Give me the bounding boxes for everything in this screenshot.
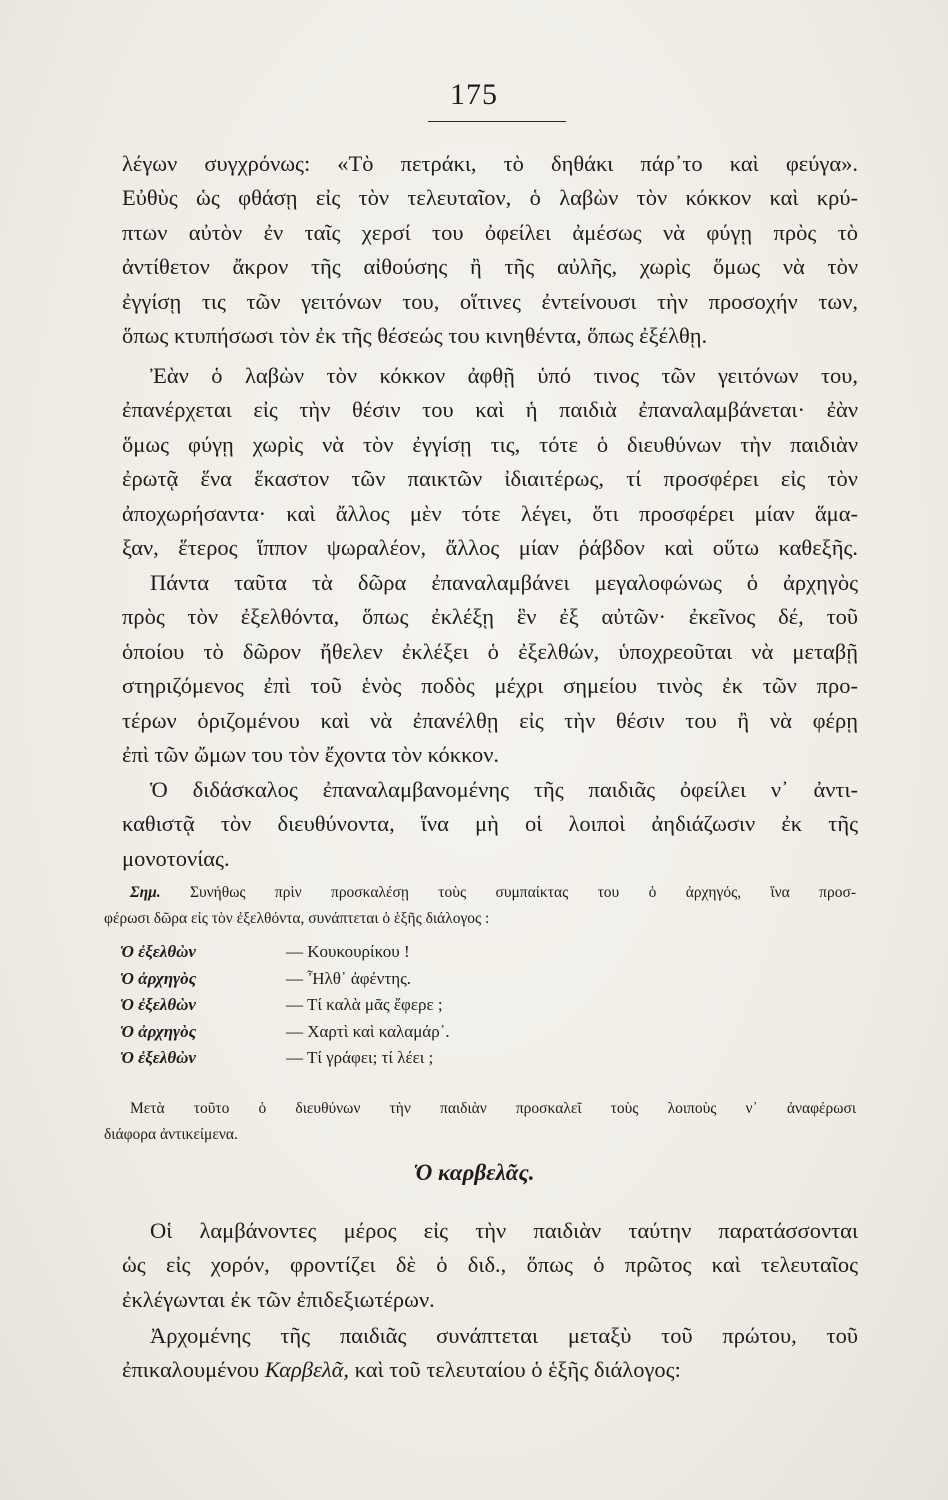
text-line: ἐγγίσῃ τις τῶν γειτόνων του, οἵτινες ἐντείνουσι τὴν προσοχήν των,: [122, 288, 858, 314]
text-line: ξαν, ἕτερος ἵππον ψωραλέον, ἄλλος μίαν ῥάβδον καὶ οὕτω καθεξῆς.: [122, 534, 858, 560]
body-paragraph-1: [122, 147, 858, 353]
text-line: μονοτονίας.: [122, 845, 230, 871]
note-line: διάφορα ἀντικείμενα.: [104, 1126, 238, 1143]
note-label: Σημ.: [130, 884, 161, 901]
text-line: ἀντίθετον ἄκρον τῆς αἰθούσης ἢ τῆς αὐλῆς, χωρὶς ὅμως νὰ τὸν: [122, 254, 858, 280]
text-fragment: ἐπικαλουμένου: [122, 1357, 265, 1383]
dialogue-speaker: Ὁ ἐξελθὼν: [120, 942, 196, 961]
dialogue-reply: — Ἦλθ᾽ ἀφέντης.: [286, 968, 412, 988]
text-line: Ὁ διδάσκαλος ἐπαναλαμβανομένης τῆς παιδιᾶς ὀφείλει ν᾽ ἀντι-: [150, 777, 858, 802]
text-line: πρὸς τὸν ἐξελθόντα, ὅπως ἐκλέξῃ ἓν ἐξ αὐτῶν· ἐκεῖνος δέ, τοῦ: [122, 604, 858, 630]
dialogue-row: [120, 995, 620, 1022]
text-line: λέγων συγχρόνως: «Τὸ πετράκι, τὸ δηθάκι πάρ᾽το καὶ φεύγα».: [122, 151, 858, 176]
text-line: ὅμως φύγῃ χωρὶς νὰ τὸν ἐγγίσῃ τις, τότε ὁ διευθύνων τὴν παιδιὰν: [122, 431, 858, 457]
text-line: ὅπως κτυπήσωσι τὸν ἐκ τῆς θέσεώς του κινηθέντα, ὅπως ἐξέλθῃ.: [122, 322, 708, 348]
text-line: καθιστᾷ τὸν διευθύνοντα, ἵνα μὴ οἱ λοιποὶ ἀηδιάζωσιν ἐκ τῆς: [122, 811, 858, 837]
note-line: φέρωσι δῶρα εἰς τὸν ἐξελθόντα, συνάπτεται ὁ ἑξῆς διάλογος :: [104, 910, 490, 927]
dialogue-speaker: Ὁ ἐξελθὼν: [120, 1048, 196, 1067]
name-karvelas: Καρβελᾶ,: [264, 1357, 350, 1383]
text-line: Εὐθὺς ὡς φθάσῃ εἰς τὸν τελευταῖον, ὁ λαβὼν τὸν κόκκον καὶ κρύ-: [122, 185, 858, 211]
text-line: τέρων ὁριζομένου καὶ νὰ ἐπανέλθῃ εἰς τὴν θέσιν του ἢ νὰ φέρῃ: [122, 707, 858, 733]
text-line: ἀποχωρήσαντα· καὶ ἄλλος μὲν τότε λέγει, ὅτι προσφέρει μίαν ἅμα-: [122, 500, 858, 526]
body-paragraph-2: [122, 359, 858, 565]
text-line: Ἐὰν ὁ λαβὼν τὸν κόκκον ἀφθῇ ὑπό τινος τῶν γειτόνων του,: [150, 363, 858, 388]
dialogue-reply: — Τί γράφει; τί λέει ;: [286, 1048, 434, 1067]
text-line: πτων αὐτὸν ἐν ταῖς χερσί του ὀφείλει ἀμέσως νὰ φύγῃ πρὸς τὸ: [122, 219, 858, 245]
dialogue-row: [120, 1022, 620, 1049]
text-line: στηριζόμενος ἐπὶ τοῦ ἑνὸς ποδὸς μέχρι σημείου τινὸς ἐκ τῶν προ-: [122, 673, 858, 699]
dialogue-speaker: Ὁ ἀρχηγὸς: [120, 968, 197, 988]
text-line: [122, 1353, 858, 1387]
dialogue-speaker: Ὁ ἀρχηγὸς: [120, 1021, 197, 1041]
note-line: [104, 880, 856, 906]
dialogue-reply: — Κουκουρίκου !: [286, 942, 410, 961]
dialogue-row: [120, 969, 620, 996]
header-rule: [428, 121, 566, 122]
body-paragraph-5: [122, 1214, 858, 1317]
text-fragment: καὶ τοῦ τελευταίου ὁ ἑξῆς διάλογος:: [349, 1357, 681, 1383]
body-paragraph-3: [122, 566, 858, 772]
page-number: 175: [450, 78, 498, 111]
body-paragraph-6: [122, 1319, 858, 1388]
note-line: Μετὰ τοῦτο ὁ διευθύνων τὴν παιδιὰν προσκαλεῖ τοὺς λοιποὺς ν᾽ ἀναφέρωσι: [130, 1100, 856, 1117]
section-heading: Ὁ καρβελᾶς.: [413, 1160, 535, 1185]
body-paragraph-4: [122, 773, 858, 876]
text-line: Πάντα ταῦτα τὰ δῶρα ἐπαναλαμβάνει μεγαλοφώνως ὁ ἀρχηγὸς: [150, 570, 858, 595]
text-line: ἐκλέγωνται ἐκ τῶν ἐπιδεξιωτέρων.: [122, 1286, 435, 1312]
text-line: Ἀρχομένης τῆς παιδιᾶς συνάπτεται μεταξὺ τοῦ πρώτου, τοῦ: [150, 1323, 858, 1348]
after-note: [104, 1096, 856, 1148]
text-line: ἐπὶ τῶν ὤμων του τὸν ἔχοντα τὸν κόκκον.: [122, 741, 499, 767]
text-line: Οἱ λαμβάνοντες μέρος εἰς τὴν παιδιὰν ταύτην παρατάσσονται: [150, 1218, 858, 1243]
dialogue-row: [120, 942, 620, 969]
text-line: ἐπανέρχεται εἰς τὴν θέσιν του καὶ ἡ παιδιὰ ἐπαναλαμβάνεται· ἐὰν: [122, 397, 858, 423]
text-line: ὁποίου τὸ δῶρον ἤθελεν ἐκλέξει ὁ ἐξελθών, ὑποχρεοῦται νὰ μεταβῇ: [122, 638, 858, 664]
text-line: ὡς εἰς χορόν, φροντίζει δὲ ὁ διδ., ὅπως ὁ πρῶτος καὶ τελευταῖος: [122, 1252, 858, 1278]
dialogue-reply: — Χαρτὶ καὶ καλαμάρ᾽.: [286, 1021, 450, 1041]
dialogue-list: [120, 942, 620, 1075]
dialogue-reply: — Τί καλὰ μᾶς ἔφερε ;: [286, 995, 443, 1014]
note-text: Συνήθως πρὶν προσκαλέσῃ τοὺς συμπαίκτας του ὁ ἀρχηγός, ἵνα προσ-: [189, 884, 856, 901]
footnote: [104, 880, 856, 932]
text-line: ἐρωτᾷ ἕνα ἕκαστον τῶν παικτῶν ἰδιαιτέρως, τί προσφέρει εἰς τὸν: [122, 466, 858, 492]
dialogue-row: [120, 1048, 620, 1075]
dialogue-speaker: Ὁ ἐξελθὼν: [120, 995, 196, 1014]
